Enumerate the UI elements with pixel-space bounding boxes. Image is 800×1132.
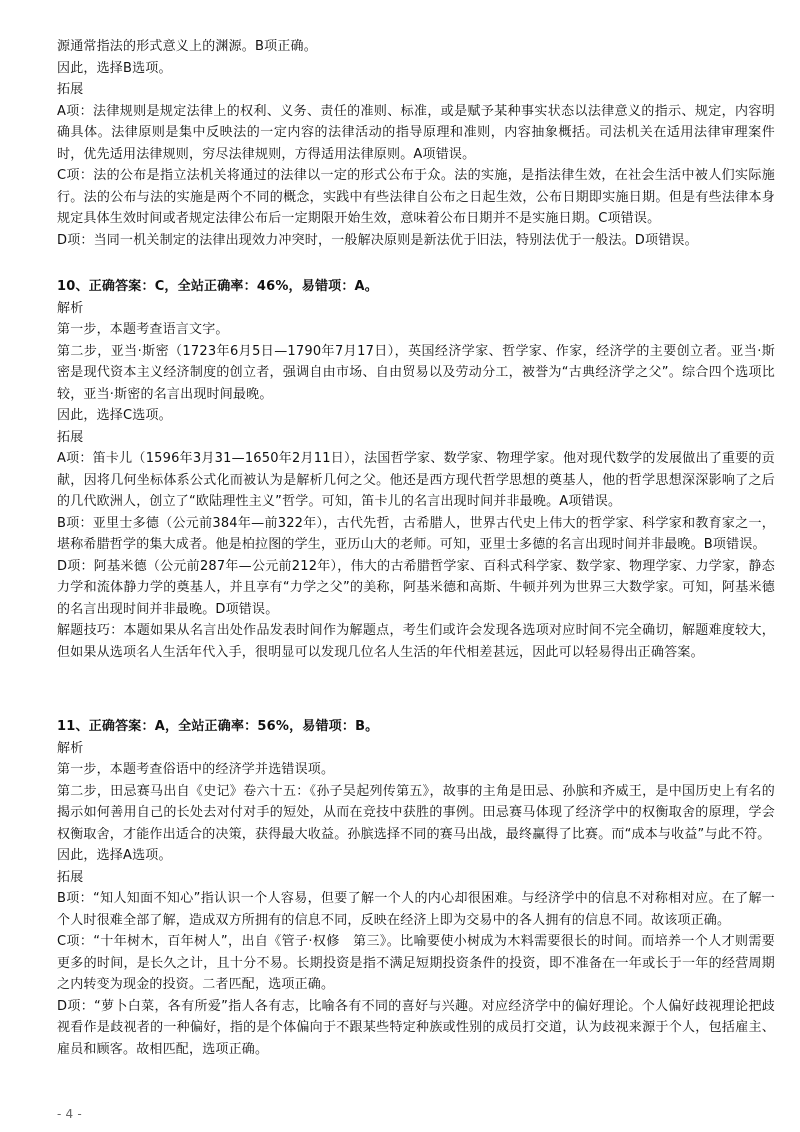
q10-section	[57, 276, 775, 663]
paragraph: 因此，选择A选项。	[57, 848, 172, 863]
paragraph: 第二步，亚当·斯密（1723年6月5日—1790年7月17日），英国经济学家、哲学家、作家，经济学的主要创立者。亚当·斯密是现代资本主义经济制度的创立者，强调自由市场、自由贸易以及劳动分工，被誉为“古典经济学之父”。综合四个选项比较，亚当·斯密的名言出现时间最晚。	[57, 343, 775, 402]
section-label: 拓展	[57, 82, 84, 97]
paragraph: 解题技巧：本题如果从名言出处作品发表时间作为解题点，考生们或许会发现各选项对应时间不完全确切，解题难度较大，但如果从选项名人生活年代入手，很明显可以发现几位名人生活的年代相差甚远，因此可以轻易得出正确答案。	[57, 623, 775, 660]
section-label: 拓展	[57, 869, 84, 885]
paragraph: B项：“知人知面不知心”指认识一个人容易，但要了解一个人的内心却很困难。与经济学中的信息不对称相对应。在了解一个人时很难全部了解，造成双方所拥有的信息不同，反映在经济上即为交易中的各人拥有的信息不同。故该项正确。	[57, 891, 775, 928]
paragraph: B项：亚里士多德（公元前384年—前322年），古代先哲，古希腊人，世界古代史上伟大的哲学家、科学家和教育家之一，堪称希腊哲学的集大成者。他是柏拉图的学生，亚历山大的老师。可知，亚里士多德的名言出现时间并非最晚。B项错误。	[57, 515, 775, 552]
paragraph: D项：阿基米德（公元前287年—公元前212年），伟大的古希腊哲学家、百科式科学家、数学家、物理学家、力学家，静态力学和流体静力学的奠基人，并且享有“力学之父”的美称，阿基米德和高斯、牛顿并列为世界三大数学家。可知，阿基米德的名言出现时间并非最晚。D项错误。	[57, 558, 775, 617]
paragraph: C项：法的公布是指立法机关将通过的法律以一定的形式公布于众。法的实施，是指法律生效，在社会生活中被人们实际施行。法的公布与法的实施是两个不同的概念，实践中有些法律自公布之日起生效，公布日期即实施日期。但是有些法律本身规定具体生效时间或者规定法律公布后一定期限开始生效，意味着公布日期并不是实施日期。C项错误。	[57, 168, 775, 226]
section-label: 拓展	[57, 429, 84, 445]
paragraph: D项：当同一机关制定的法律出现效力冲突时，一般解决原则是新法优于旧法，特别法优于一般法。D项错误。	[57, 232, 698, 248]
paragraph: 第一步，本题考查俗语中的经济学并选错误项。	[57, 762, 335, 777]
paragraph: 第一步，本题考查语言文字。	[57, 322, 229, 337]
section-label: 解析	[57, 300, 84, 316]
paragraph: 因此，选择B选项。	[57, 60, 172, 76]
q11-section	[57, 716, 775, 1060]
question-header: 10、正确答案：C，全站正确率：46%，易错项：A。	[57, 279, 379, 294]
paragraph: 第二步，田忌赛马出自《史记》卷六十五：《孙子吴起列传第五》，故事的主角是田忌、孙膑和齐威王，是中国历史上有名的揭示如何善用自己的长处去对付对手的短处，从而在竞技中获胜的事例。田忌赛马体现了经济学中的权衡取舍的原理，学会权衡取舍，才能作出适合的决策，获得最大收益。孙膑选择不同的赛马出战，最终赢得了比赛。而“成本与收益”与此不符。	[57, 783, 775, 842]
section-label: 解析	[57, 740, 84, 756]
q9-continuation	[57, 36, 775, 251]
question-header: 11、正确答案：A，全站正确率：56%，易错项：B。	[57, 719, 379, 734]
paragraph: A项：法律规则是规定法律上的权利、义务、责任的准则、标准，或是赋予某种事实状态以法律意义的指示、规定，内容明确具体。法律原则是集中反映法的一定内容的法律活动的指导原理和准则，内容抽象概括。司法机关在适用法律审理案件时，优先适用法律规则，穷尽法律规则，方得适用法律原则。A项错误。	[57, 103, 775, 162]
paragraph: C项：“十年树木，百年树人”，出自《管子·权修 第三》。比喻要使小树成为木料需要很长的时间。而培养一个人才则需要更多的时间，是长久之计，且十分不易。长期投资是指不满足短期投资条件的投资，即不准备在一年或长于一年的经营周期之内转变为现金的投资。二者匹配，选项正确。	[57, 934, 775, 992]
page-number: - 4 -	[57, 1107, 82, 1121]
paragraph: 因此，选择C选项。	[57, 408, 172, 423]
paragraph: 源通常指法的形式意义上的渊源。B项正确。	[57, 39, 317, 54]
paragraph: D项：“萝卜白菜，各有所爱”指人各有志，比喻各有不同的喜好与兴趣。对应经济学中的偏好理论。个人偏好歧视理论把歧视看作是歧视者的一种偏好，指的是个体偏向于不跟某些特定种族或性别的成员打交道，认为歧视来源于个人，包括雇主、雇员和顾客。故相匹配，选项正确。	[57, 998, 775, 1057]
paragraph: A项：笛卡儿（1596年3月31—1650年2月11日），法国哲学家、数学家、物理学家。他对现代数学的发展做出了重要的贡献，因将几何坐标体系公式化而被认为是解析几何之父。他还是西方现代哲学思想的奠基人，他的哲学思想深深影响了之后的几代欧洲人，创立了“欧陆理性主义”哲学。可知，笛卡儿的名言出现时间并非最晚。A项错误。	[57, 451, 775, 509]
